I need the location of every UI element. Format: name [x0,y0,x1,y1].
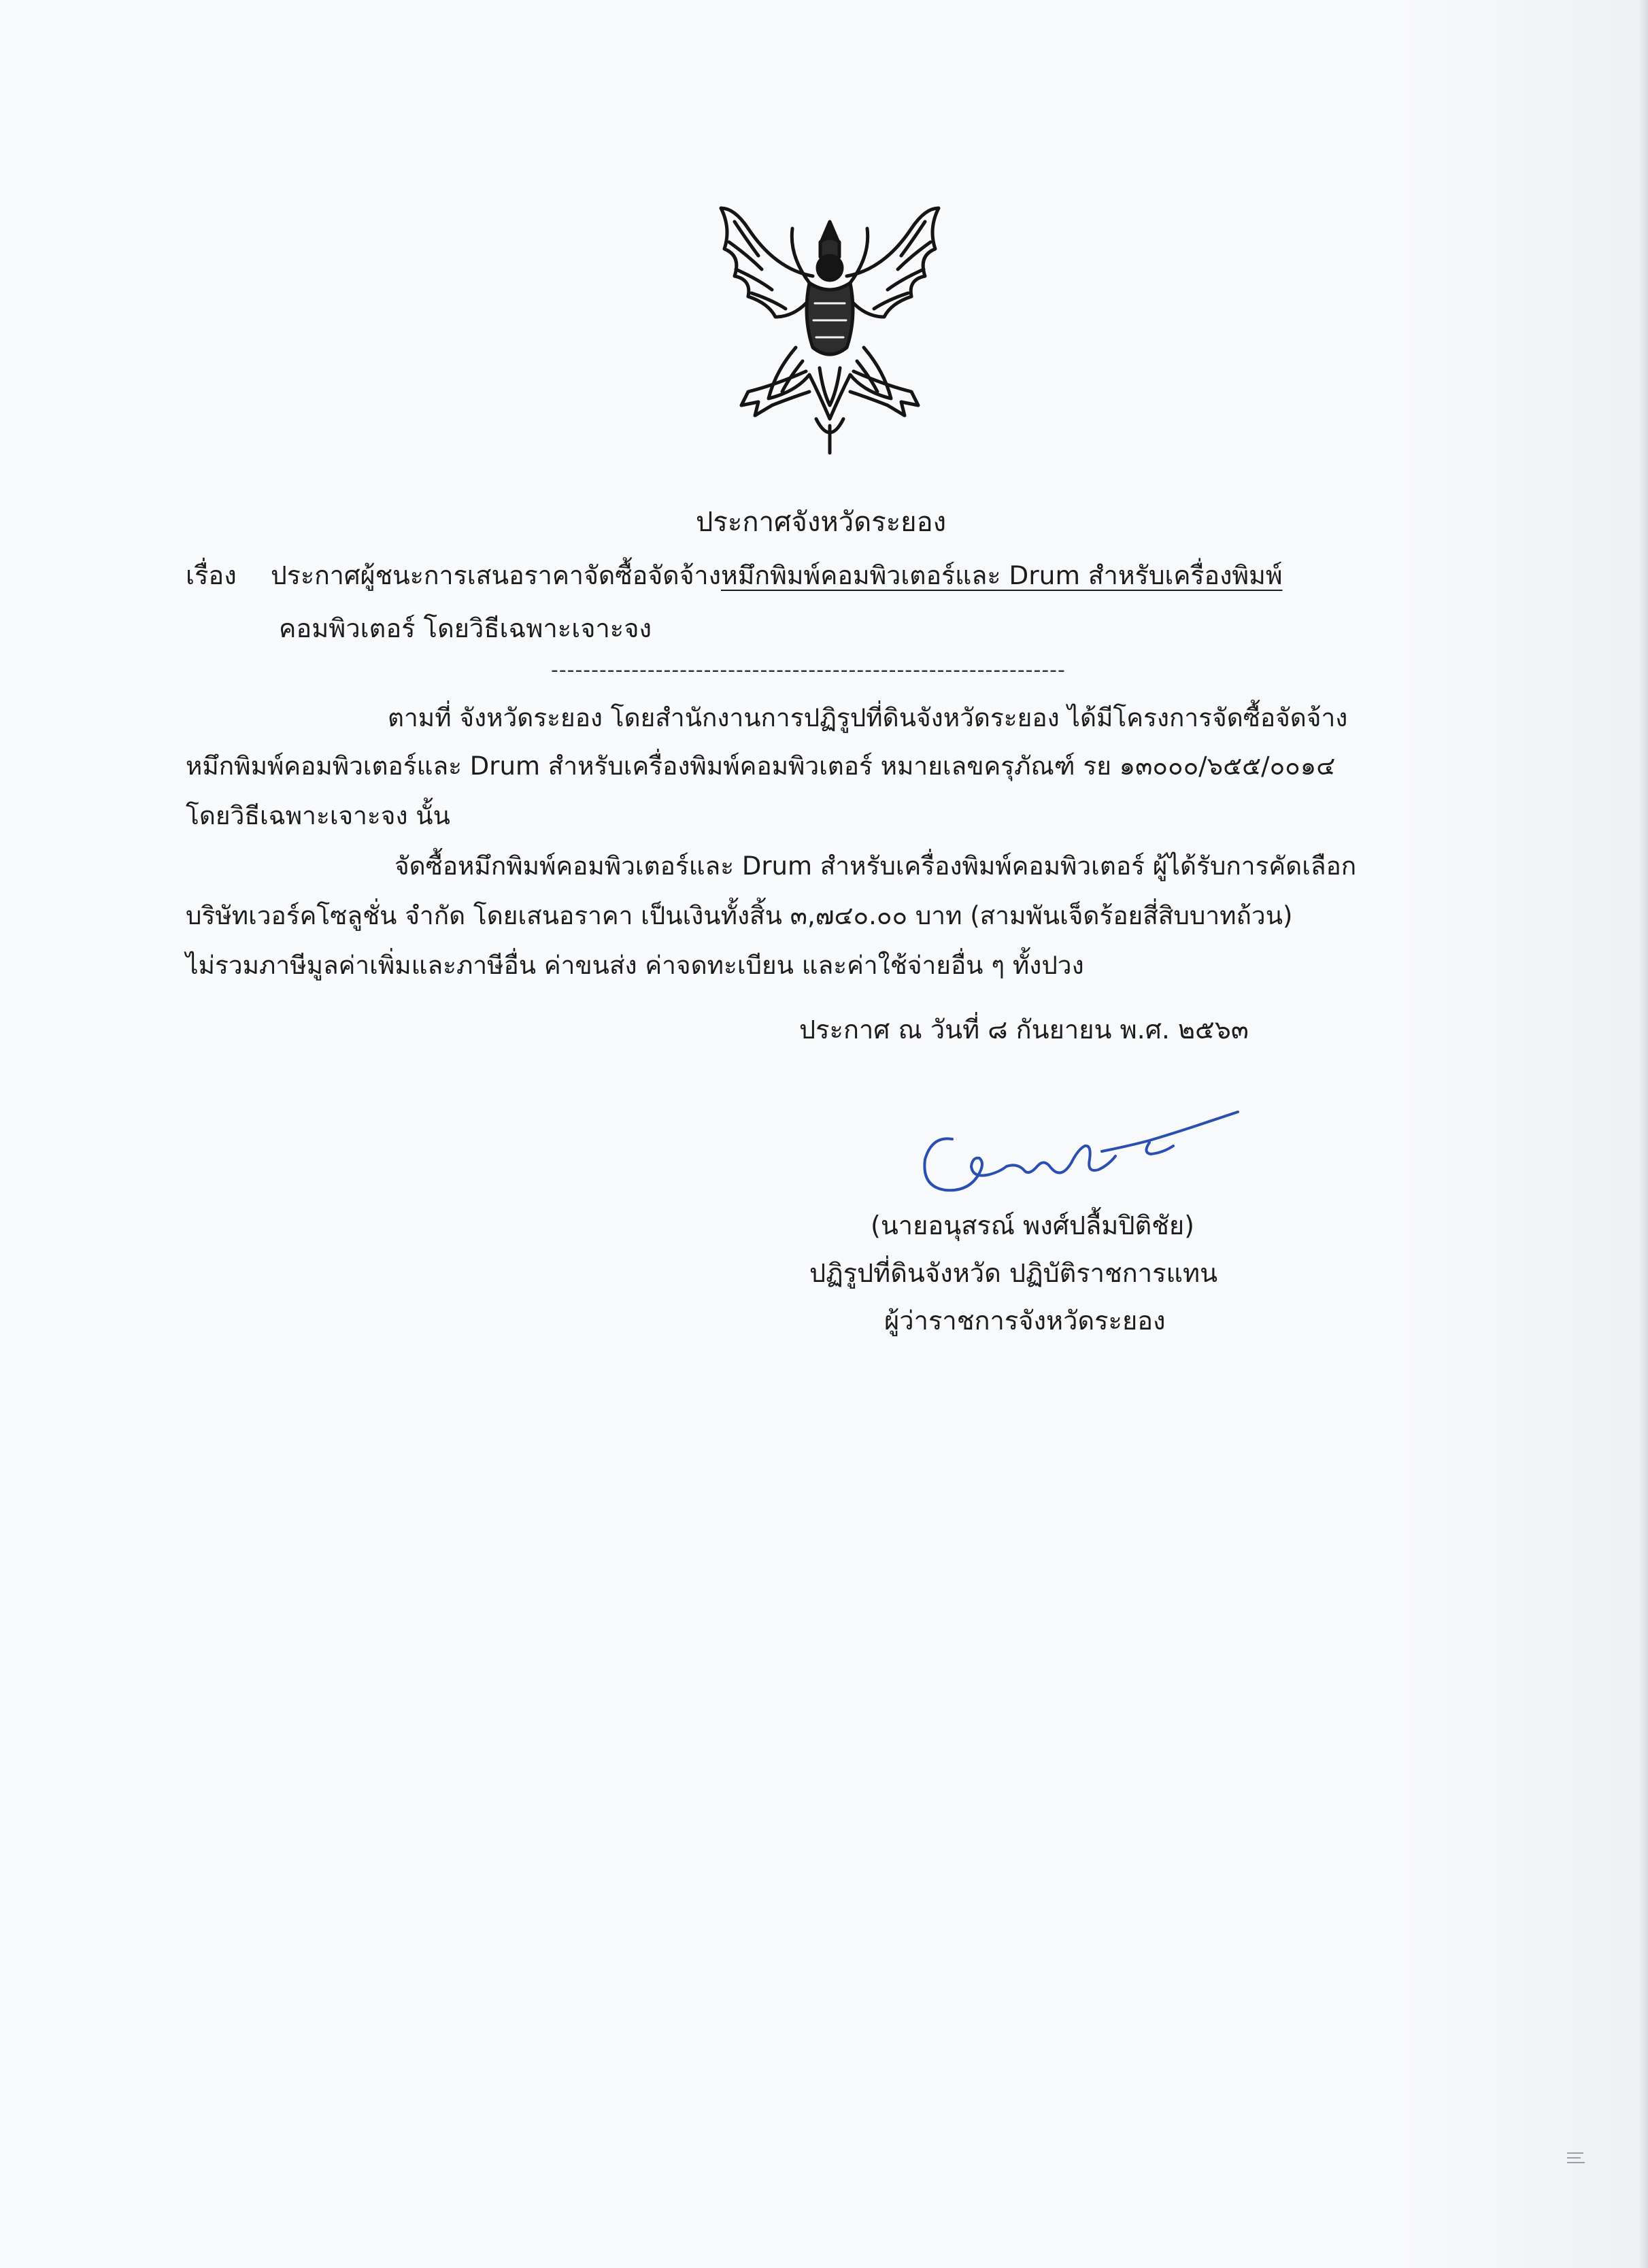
paragraph-1-line-1: ตามที่ จังหวัดระยอง โดยสำนักงานการปฏิรูปที่ดินจังหวัดระยอง ได้มีโครงการจัดซื้อจัดจ้าง [388,703,1348,732]
paragraph-2-line-2: บริษัทเวอร์คโซลูชั่น จำกัด โดยเสนอราคา เป็นเงินทั้งสิ้น ๓,๗๔๐.๐๐ บาท (สามพันเจ็ดร้อยสี่สิบบาทถ้วน) [186,901,1293,930]
signer-position-line-2: ผู้ว่าราชการจังหวัดระยอง [884,1306,1166,1336]
document-title: ประกาศจังหวัดระยอง [696,507,947,538]
paragraph-1-line-3: โดยวิธีเฉพาะเจาะจง นั้น [186,801,450,830]
signer-position-line-1: ปฏิรูปที่ดินจังหวัด ปฏิบัติราชการแทน [809,1258,1218,1288]
garuda-emblem-icon [694,201,966,460]
paragraph-2-line-1: จัดซื้อหมึกพิมพ์คอมพิวเตอร์และ Drum สำหรับเครื่องพิมพ์คอมพิวเตอร์ ผู้ได้รับการคัดเลือก [394,851,1357,881]
scan-corner-mark-icon [1564,2149,1587,2167]
divider-line: ---------------------------------------------------------------- [551,658,1066,682]
handwritten-signature-icon [905,1098,1258,1221]
signer-name: (นายอนุสรณ์ พงศ์ปลื้มปิติชัย) [871,1211,1195,1240]
subject-line-1 [271,558,1283,593]
subject-line-2: คอมพิวเตอร์ โดยวิธีเฉพาะเจาะจง [279,613,652,643]
scan-edge-shadow [1638,0,1648,2268]
paragraph-2-line-3: ไม่รวมภาษีมูลค่าเพิ่มและภาษีอื่น ค่าขนส่ง ค่าจดทะเบียน และค่าใช้จ่ายอื่น ๆ ทั้งปวง [186,951,1084,980]
subject-label: เรื่อง [186,560,237,590]
announce-date: ประกาศ ณ วันที่ ๘ กันยายน พ.ศ. ๒๕๖๓ [799,1015,1249,1045]
subject-line-1-underlined: หมึกพิมพ์คอมพิวเตอร์และ Drum สำหรับเครื่องพิมพ์ [720,560,1283,590]
subject-line-1-prefix: ประกาศผู้ชนะการเสนอราคาจัดซื้อจัดจ้าง [271,560,721,590]
paragraph-1-line-2: หมึกพิมพ์คอมพิวเตอร์และ Drum สำหรับเครื่องพิมพ์คอมพิวเตอร์ หมายเลขครุภัณฑ์ รย ๑๓๐๐๐/๖๕๕/๐๐๑๔ [186,751,1336,781]
